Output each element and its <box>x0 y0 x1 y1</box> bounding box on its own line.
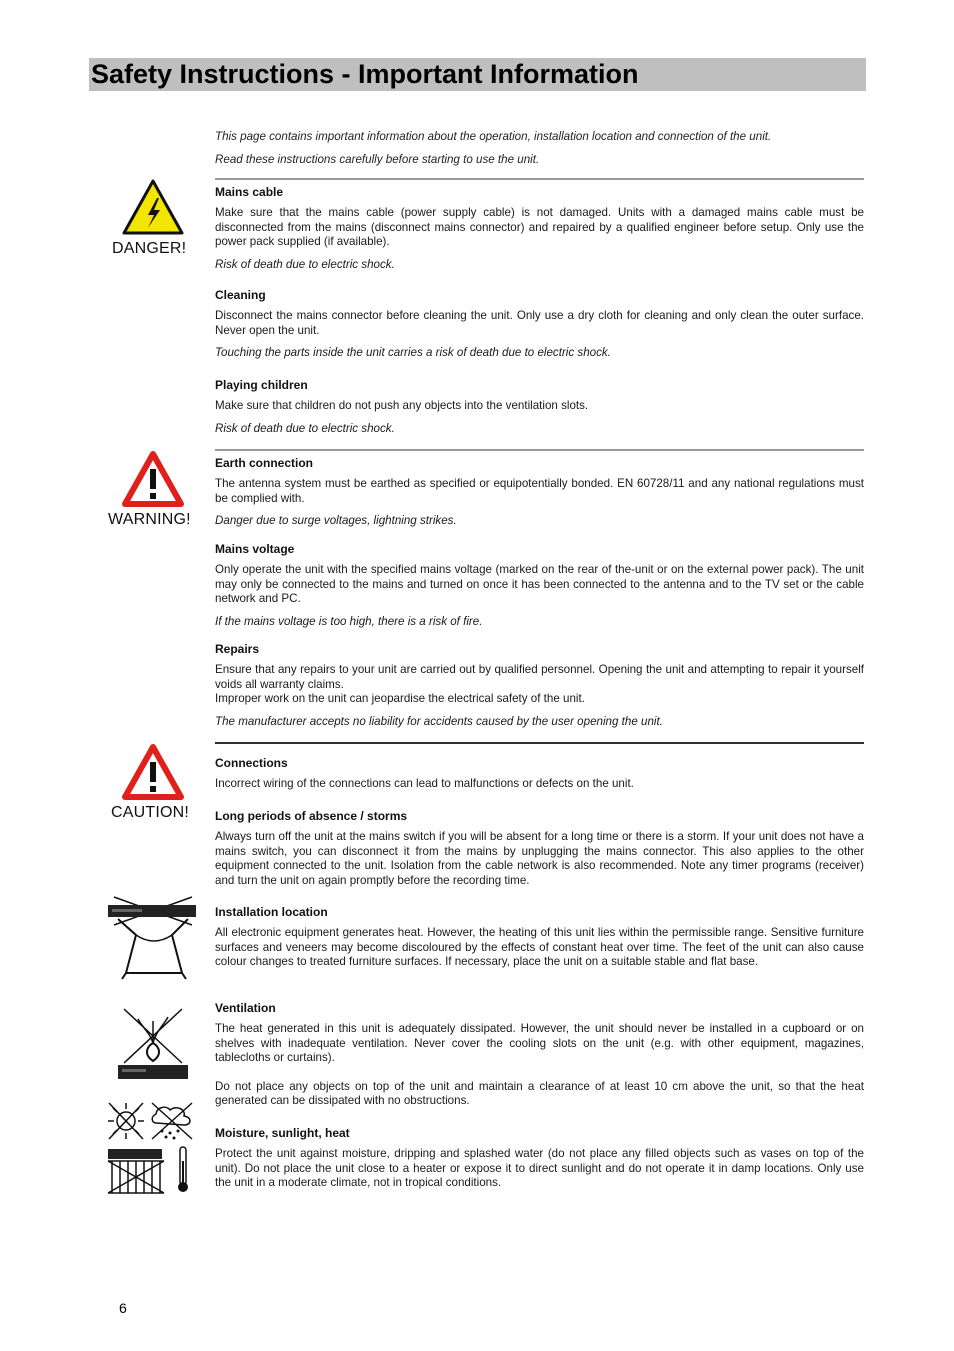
section-heading: Repairs <box>215 642 260 656</box>
section-heading: Moisture, sunlight, heat <box>215 1126 350 1140</box>
section-heading: Ventilation <box>215 1001 276 1015</box>
section-mains-voltage <box>215 542 864 629</box>
section-playing-children <box>215 378 864 436</box>
moisture-sunlight-heat-icon <box>106 1099 198 1195</box>
section-heading: Mains voltage <box>215 542 295 556</box>
exclamation-caution-icon <box>121 743 185 801</box>
section-note: The manufacturer accepts no liability for accidents caused by the user opening the unit. <box>215 714 663 728</box>
thermometer-icon <box>178 1147 188 1192</box>
section-heading: Long periods of absence / storms <box>215 809 408 823</box>
intro-line-1: This page contains important information about the operation, installation location and connection of the unit. <box>215 130 772 143</box>
section-heading: Installation location <box>215 905 328 919</box>
section-text: Protect the unit against moisture, dripping and splashed water (do not place any filled objects such as vases on top of the unit). Do not place the unit close to a heater or expose it to direct sunlight and do not operate it in damp locations. Only use the unit in a moderate climate, not in tropical conditions. <box>215 1147 864 1190</box>
section-text: Make sure that children do not push any objects into the ventilation slots. <box>215 399 589 413</box>
section-text: Make sure that the mains cable (power supply cable) is not damaged. Units with a damaged mains cable must be disconnected from the mains (disconnect mains connector) and repaired by a qualified engineer before setup. Only use the power pack supplied (if available). <box>215 206 864 249</box>
section-text: Ensure that any repairs to your unit are carried out by qualified personnel. Opening the unit and attempting to repair it yourself voids all warranty claims. <box>215 663 864 691</box>
section-text-2: Do not place any objects on top of the unit and maintain a clearance of at least 10 cm above the unit, so that the heat generated can be dissipated with no obstructions. <box>215 1079 864 1108</box>
section-heading: Cleaning <box>215 288 266 302</box>
page-title: Safety Instructions - Important Information <box>91 59 639 89</box>
section-earth-connection <box>215 456 864 529</box>
section-installation <box>215 905 864 970</box>
divider <box>215 449 864 451</box>
exclamation-warning-icon <box>121 450 185 508</box>
warning-label: WARNING! <box>108 511 191 528</box>
caution-label: CAUTION! <box>111 804 190 821</box>
section-cleaning <box>215 288 864 361</box>
section-text: Always turn off the unit at the mains switch if you will be absent for a long time or there is a storm. If your unit does not have a mains switch, you can disconnect it from the mains by unplugging the mains connector. This also applies to the other equipment connected to the unit. Isolation from the cable network is also recommended. Note any timer programs (receiver) and turn the unit on again promptly before the recording time. <box>215 830 864 887</box>
high-voltage-warning-icon <box>121 178 185 236</box>
section-moisture <box>215 1126 864 1191</box>
section-heading: Connections <box>215 756 288 770</box>
section-heading: Playing children <box>215 378 308 392</box>
section-text: The antenna system must be earthed as specified or equipotentially bonded. EN 60728/11 and any national regulations must be complied with. <box>215 477 864 505</box>
section-heading: Mains cable <box>215 185 284 199</box>
section-heading: Earth connection <box>215 456 314 470</box>
section-text: Incorrect wiring of the connections can lead to malfunctions or defects on the unit. <box>215 777 634 791</box>
sun-icon <box>108 1103 144 1139</box>
divider <box>215 178 864 180</box>
installation-location-icon <box>106 895 200 981</box>
section-note: Touching the parts inside the unit carries a risk of death due to electric shock. <box>215 346 611 360</box>
section-note: Danger due to surge voltages, lightning strikes. <box>215 514 457 528</box>
section-connections <box>215 756 864 792</box>
section-note: Risk of death due to electric shock. <box>215 257 395 271</box>
divider <box>215 742 864 744</box>
section-mains-cable <box>215 185 864 272</box>
page-number: 6 <box>119 1300 127 1316</box>
section-note: If the mains voltage is too high, there is a risk of fire. <box>215 614 483 628</box>
danger-label: DANGER! <box>112 240 187 257</box>
section-absence <box>215 809 864 888</box>
heater-icon <box>108 1149 164 1193</box>
section-repairs <box>215 642 864 729</box>
section-ventilation <box>215 1001 864 1108</box>
section-text: All electronic equipment generates heat. However, the heating of this unit lies within the permissible range. Sensitive furniture surfaces and veneers may become discoloured by the effects of constant heat over time. The feet of the unit can also cause colour changes to treated furniture surfaces. If necessary, place the unit on a suitable stable and flat base. <box>215 926 864 969</box>
title-bar <box>89 58 866 91</box>
section-note: Risk of death due to electric shock. <box>215 421 395 435</box>
section-text: Only operate the unit with the specified mains voltage (marked on the rear of the-unit or on the external power pack). The unit may only be connected to the mains and turned on once it has been connected to the antenna and to the TV set or the cable network and PC. <box>215 563 864 606</box>
ventilation-icon <box>116 1005 190 1081</box>
section-text: The heat generated in this unit is adequately dissipated. However, the unit should never be installed in a cupboard or on shelves with inadequate ventilation. Never cover the cooling slots on the unit (e.g. with other equipment, magazines, tablecloths or curtains). <box>215 1022 864 1065</box>
section-text-2: Improper work on the unit can jeopardise the electrical safety of the unit. <box>215 692 585 706</box>
section-text: Disconnect the mains connector before cleaning the unit. Only use a dry cloth for cleaning and only clean the outer surface. Never open the unit. <box>215 309 864 337</box>
intro-line-2: Read these instructions carefully before starting to use the unit. <box>215 153 540 166</box>
rain-cloud-icon <box>152 1103 192 1140</box>
